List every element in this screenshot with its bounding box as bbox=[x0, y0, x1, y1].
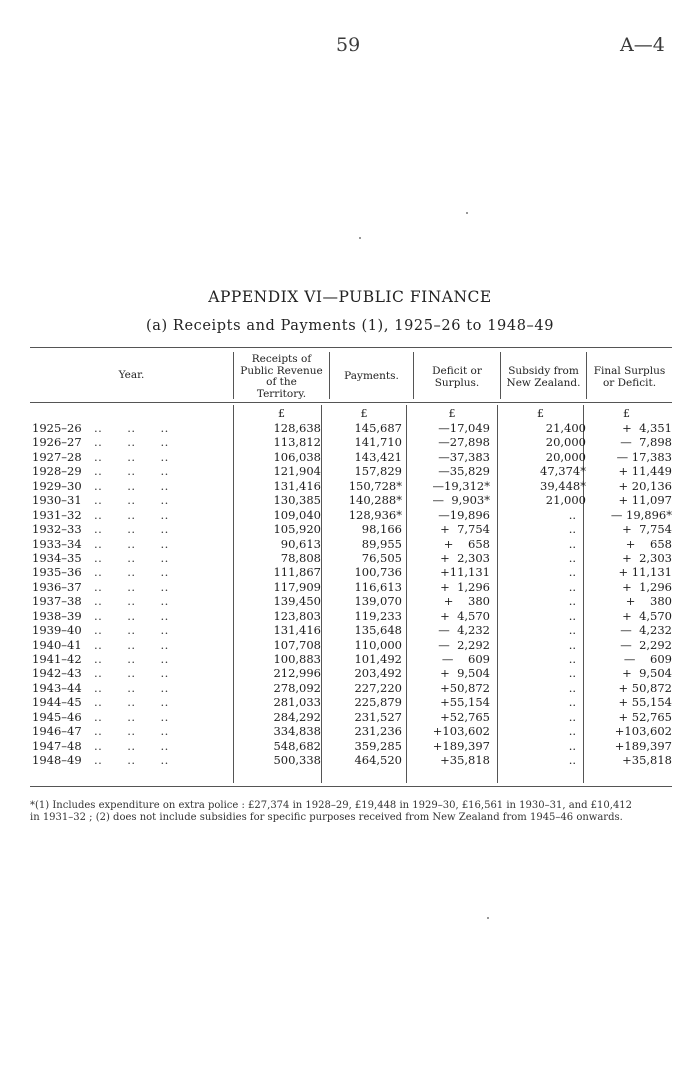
payments-cell: 225,879 bbox=[354, 695, 402, 710]
final-cell: + 20,136 bbox=[618, 478, 672, 493]
table-row bbox=[30, 666, 672, 680]
leader-dots: .. .. .. bbox=[94, 464, 169, 479]
subsidy-cell: 20,000 bbox=[545, 449, 586, 464]
payments-cell: 76,505 bbox=[361, 550, 402, 565]
table-row bbox=[30, 753, 672, 767]
deficit-cell: — 4,232 bbox=[438, 623, 490, 638]
deficit-cell: — 609 bbox=[441, 652, 490, 666]
col-header-subsidy: Subsidy from New Zealand. bbox=[506, 365, 581, 389]
print-speck bbox=[359, 237, 361, 239]
final-cell: + 9,504 bbox=[622, 666, 672, 681]
receipts-cell: 278,092 bbox=[273, 680, 321, 695]
table-row bbox=[30, 493, 672, 507]
final-cell: + 2,303 bbox=[622, 550, 672, 565]
leader-dots: .. .. .. bbox=[94, 449, 169, 464]
final-cell: + 1,296 bbox=[622, 579, 672, 594]
year-cell: 1943–44 bbox=[32, 680, 82, 695]
deficit-cell: +50,872 bbox=[440, 680, 490, 695]
final-cell: +189,397 bbox=[614, 738, 672, 753]
payments-cell: 150,728* bbox=[348, 478, 402, 493]
currency-deficit: £ bbox=[448, 407, 456, 420]
payments-cell: 128,936* bbox=[348, 507, 402, 522]
year-cell: 1931–32 bbox=[32, 507, 82, 522]
final-cell: + 4,570 bbox=[622, 608, 672, 623]
subsidy-cell: .. bbox=[568, 652, 576, 666]
leader-dots: .. .. .. bbox=[94, 435, 169, 450]
deficit-cell: —27,898 bbox=[438, 435, 490, 450]
table-row bbox=[30, 508, 672, 522]
leader-dots: .. .. .. bbox=[94, 652, 169, 666]
year-cell: 1934–35 bbox=[32, 550, 82, 565]
payments-cell: 359,285 bbox=[354, 738, 402, 753]
deficit-cell: +103,602 bbox=[432, 724, 490, 739]
payments-cell: 116,613 bbox=[354, 579, 402, 594]
receipts-cell: 130,385 bbox=[273, 493, 321, 508]
year-cell: 1941–42 bbox=[32, 652, 82, 666]
leader-dots: .. .. .. bbox=[94, 666, 169, 681]
leader-dots: .. .. .. bbox=[94, 565, 169, 580]
deficit-cell: —19,896 bbox=[438, 507, 490, 522]
subsidy-cell: .. bbox=[568, 507, 576, 522]
table-row bbox=[30, 695, 672, 709]
final-cell: + 4,351 bbox=[622, 421, 672, 435]
final-cell: +103,602 bbox=[614, 724, 672, 739]
year-cell: 1935–36 bbox=[32, 565, 82, 580]
receipts-cell: 121,904 bbox=[273, 464, 321, 479]
receipts-cell: 117,909 bbox=[273, 579, 321, 594]
receipts-cell: 500,338 bbox=[273, 753, 321, 768]
subsidy-cell: .. bbox=[568, 594, 576, 609]
subsidy-cell: .. bbox=[568, 522, 576, 537]
print-speck bbox=[466, 212, 468, 214]
leader-dots: .. .. .. bbox=[94, 709, 169, 724]
table-row bbox=[30, 464, 672, 478]
page-number: 59 bbox=[336, 34, 361, 56]
payments-cell: 157,829 bbox=[354, 464, 402, 479]
year-cell: 1933–34 bbox=[32, 536, 82, 551]
table-row bbox=[30, 537, 672, 551]
receipts-cell: 128,638 bbox=[273, 421, 321, 435]
subsidy-cell: 39,448* bbox=[540, 478, 586, 493]
currency-payments: £ bbox=[360, 407, 368, 420]
final-cell: + 50,872 bbox=[618, 680, 672, 695]
subsidy-cell: .. bbox=[568, 623, 576, 638]
deficit-cell: + 7,754 bbox=[440, 522, 490, 537]
table-row bbox=[30, 681, 672, 695]
final-cell: — 7,898 bbox=[620, 435, 672, 450]
receipts-cell: 107,708 bbox=[273, 637, 321, 652]
deficit-cell: — 9,903* bbox=[432, 493, 490, 508]
leader-dots: .. .. .. bbox=[94, 536, 169, 551]
leader-dots: .. .. .. bbox=[94, 695, 169, 710]
final-cell: — 4,232 bbox=[620, 623, 672, 638]
final-cell: + 11,097 bbox=[618, 493, 672, 508]
payments-cell: 119,233 bbox=[354, 608, 402, 623]
table-row bbox=[30, 623, 672, 637]
final-cell: — 609 bbox=[623, 652, 672, 666]
leader-dots: .. .. .. bbox=[94, 623, 169, 638]
leader-dots: .. .. .. bbox=[94, 637, 169, 652]
deficit-cell: +52,765 bbox=[440, 709, 490, 724]
footnote-line-1: *(1) Includes expenditure on extra police : £27,374 in 1928–29, £19,448 in 1929–30, £16,561 in 1930–31, and £10,412 bbox=[30, 800, 633, 811]
deficit-cell: + 658 bbox=[443, 536, 490, 551]
col-header-deficit: Deficit or Surplus. bbox=[432, 365, 482, 389]
report-reference: A—4 bbox=[620, 34, 665, 56]
payments-cell: 464,520 bbox=[354, 753, 402, 768]
deficit-cell: —37,383 bbox=[438, 449, 490, 464]
table-row bbox=[30, 421, 672, 435]
year-cell: 1940–41 bbox=[32, 637, 82, 652]
payments-cell: 143,421 bbox=[354, 449, 402, 464]
receipts-cell: 131,416 bbox=[273, 478, 321, 493]
deficit-cell: —17,049 bbox=[438, 421, 490, 435]
leader-dots: .. .. .. bbox=[94, 493, 169, 508]
table-row bbox=[30, 522, 672, 536]
payments-cell: 145,687 bbox=[354, 421, 402, 435]
payments-cell: 227,220 bbox=[354, 680, 402, 695]
subsidy-cell: .. bbox=[568, 666, 576, 681]
currency-receipts: £ bbox=[278, 407, 285, 420]
subsidy-cell: .. bbox=[568, 550, 576, 565]
table-row bbox=[30, 450, 672, 464]
subsidy-cell: .. bbox=[568, 579, 576, 594]
subsidy-cell: 20,000 bbox=[545, 435, 586, 450]
payments-cell: 139,070 bbox=[354, 594, 402, 609]
year-cell: 1929–30 bbox=[32, 478, 82, 493]
final-cell: + 52,765 bbox=[618, 709, 672, 724]
final-cell: + 658 bbox=[625, 536, 672, 551]
year-cell: 1928–29 bbox=[32, 464, 82, 479]
receipts-cell: 78,808 bbox=[280, 550, 321, 565]
year-cell: 1946–47 bbox=[32, 724, 82, 739]
payments-cell: 141,710 bbox=[354, 435, 402, 450]
leader-dots: .. .. .. bbox=[94, 594, 169, 609]
payments-cell: 89,955 bbox=[361, 536, 402, 551]
receipts-cell: 90,613 bbox=[280, 536, 321, 551]
col-header-payments: Payments. bbox=[344, 370, 399, 382]
year-cell: 1945–46 bbox=[32, 709, 82, 724]
year-cell: 1938–39 bbox=[32, 608, 82, 623]
year-cell: 1939–40 bbox=[32, 623, 82, 638]
deficit-cell: — 2,292 bbox=[438, 637, 490, 652]
col-header-receipts: Receipts of Public Revenue of the Territory. bbox=[240, 353, 323, 400]
deficit-cell: +189,397 bbox=[432, 738, 490, 753]
receipts-cell: 105,920 bbox=[273, 522, 321, 537]
leader-dots: .. .. .. bbox=[94, 522, 169, 537]
table-row bbox=[30, 551, 672, 565]
payments-cell: 110,000 bbox=[354, 637, 402, 652]
year-cell: 1927–28 bbox=[32, 449, 82, 464]
receipts-cell: 106,038 bbox=[273, 449, 321, 464]
payments-cell: 231,236 bbox=[354, 724, 402, 739]
deficit-cell: +11,131 bbox=[440, 565, 490, 580]
deficit-cell: + 380 bbox=[443, 594, 490, 609]
payments-cell: 135,648 bbox=[354, 623, 402, 638]
receipts-cell: 284,292 bbox=[273, 709, 321, 724]
leader-dots: .. .. .. bbox=[94, 507, 169, 522]
year-cell: 1947–48 bbox=[32, 738, 82, 753]
print-speck bbox=[487, 917, 489, 919]
leader-dots: .. .. .. bbox=[94, 550, 169, 565]
year-cell: 1942–43 bbox=[32, 666, 82, 681]
year-cell: 1930–31 bbox=[32, 493, 82, 508]
leader-dots: .. .. .. bbox=[94, 680, 169, 695]
subsidy-cell: 21,400 bbox=[545, 421, 586, 435]
year-cell: 1936–37 bbox=[32, 579, 82, 594]
deficit-cell: +35,818 bbox=[440, 753, 490, 768]
final-cell: — 2,292 bbox=[620, 637, 672, 652]
table-row bbox=[30, 609, 672, 623]
subsidy-cell: .. bbox=[568, 753, 576, 768]
subsidy-cell: .. bbox=[568, 738, 576, 753]
deficit-cell: + 4,570 bbox=[440, 608, 490, 623]
table-row bbox=[30, 638, 672, 652]
table-row bbox=[30, 652, 672, 666]
subsidy-cell: 21,000 bbox=[545, 493, 586, 508]
leader-dots: .. .. .. bbox=[94, 753, 169, 768]
final-cell: + 55,154 bbox=[618, 695, 672, 710]
table-top-rule bbox=[30, 347, 672, 348]
year-cell: 1925–26 bbox=[32, 421, 82, 435]
table-row bbox=[30, 739, 672, 753]
deficit-cell: —19,312* bbox=[432, 478, 490, 493]
receipts-cell: 212,996 bbox=[273, 666, 321, 681]
final-cell: + 11,449 bbox=[618, 464, 672, 479]
leader-dots: .. .. .. bbox=[94, 579, 169, 594]
subsidy-cell: .. bbox=[568, 724, 576, 739]
receipts-cell: 123,803 bbox=[273, 608, 321, 623]
receipts-cell: 548,682 bbox=[273, 738, 321, 753]
receipts-cell: 100,883 bbox=[273, 652, 321, 666]
leader-dots: .. .. .. bbox=[94, 738, 169, 753]
table-row bbox=[30, 580, 672, 594]
final-cell: + 380 bbox=[625, 594, 672, 609]
year-cell: 1937–38 bbox=[32, 594, 82, 609]
subsidy-cell: .. bbox=[568, 608, 576, 623]
table-row bbox=[30, 435, 672, 449]
receipts-cell: 111,867 bbox=[273, 565, 321, 580]
table-bottom-rule bbox=[30, 786, 672, 787]
col-header-year: Year. bbox=[118, 369, 145, 381]
subsidy-cell: .. bbox=[568, 565, 576, 580]
deficit-cell: + 9,504 bbox=[440, 666, 490, 681]
leader-dots: .. .. .. bbox=[94, 421, 169, 435]
payments-cell: 203,492 bbox=[354, 666, 402, 681]
table-row bbox=[30, 710, 672, 724]
year-cell: 1926–27 bbox=[32, 435, 82, 450]
receipts-cell: 139,450 bbox=[273, 594, 321, 609]
subsidy-cell: 47,374* bbox=[540, 464, 586, 479]
final-cell: + 7,754 bbox=[622, 522, 672, 537]
receipts-cell: 113,812 bbox=[273, 435, 321, 450]
col-header-final: Final Surplus or Deficit. bbox=[593, 365, 666, 389]
payments-cell: 140,288* bbox=[348, 493, 402, 508]
final-cell: + 11,131 bbox=[618, 565, 672, 580]
leader-dots: .. .. .. bbox=[94, 608, 169, 623]
payments-cell: 98,166 bbox=[361, 522, 402, 537]
payments-cell: 231,527 bbox=[354, 709, 402, 724]
subsidy-cell: .. bbox=[568, 709, 576, 724]
table-body bbox=[30, 421, 672, 768]
deficit-cell: +55,154 bbox=[440, 695, 490, 710]
subsidy-cell: .. bbox=[568, 536, 576, 551]
receipts-cell: 334,838 bbox=[273, 724, 321, 739]
receipts-cell: 281,033 bbox=[273, 695, 321, 710]
deficit-cell: —35,829 bbox=[438, 464, 490, 479]
deficit-cell: + 1,296 bbox=[440, 579, 490, 594]
currency-final: £ bbox=[623, 407, 630, 420]
table-subtitle: (a) Receipts and Payments (1), 1925–26 to 1948–49 bbox=[145, 318, 555, 334]
receipts-cell: 131,416 bbox=[273, 623, 321, 638]
payments-cell: 101,492 bbox=[354, 652, 402, 666]
subsidy-cell: .. bbox=[568, 695, 576, 710]
deficit-cell: + 2,303 bbox=[440, 550, 490, 565]
year-cell: 1944–45 bbox=[32, 695, 82, 710]
table-row bbox=[30, 724, 672, 738]
table-row bbox=[30, 479, 672, 493]
payments-cell: 100,736 bbox=[354, 565, 402, 580]
year-cell: 1932–33 bbox=[32, 522, 82, 537]
subsidy-cell: .. bbox=[568, 637, 576, 652]
receipts-cell: 109,040 bbox=[273, 507, 321, 522]
footnote-line-2: in 1931–32 ; (2) does not include subsidies for specific purposes received from New Zealand from 1945–46 onwards. bbox=[30, 812, 623, 823]
currency-subsidy: £ bbox=[537, 407, 544, 420]
appendix-title: APPENDIX VI—PUBLIC FINANCE bbox=[208, 288, 492, 306]
table-row bbox=[30, 594, 672, 608]
final-cell: +35,818 bbox=[622, 753, 672, 768]
table-row bbox=[30, 565, 672, 579]
header-bottom-rule bbox=[30, 402, 672, 403]
final-cell: — 19,896* bbox=[610, 507, 672, 522]
leader-dots: .. .. .. bbox=[94, 478, 169, 493]
year-cell: 1948–49 bbox=[32, 753, 82, 768]
subsidy-cell: .. bbox=[568, 680, 576, 695]
leader-dots: .. .. .. bbox=[94, 724, 169, 739]
final-cell: — 17,383 bbox=[616, 449, 672, 464]
